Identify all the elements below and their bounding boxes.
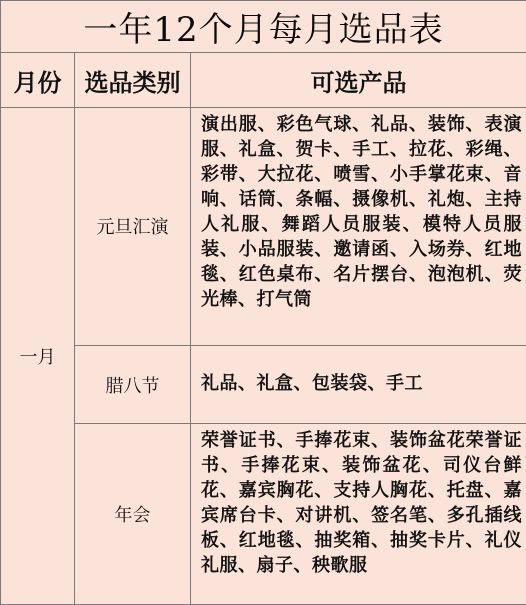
category-cell: 年会 <box>75 424 191 605</box>
products-cell: 演出服、彩色气球、礼品、装饰、表演服、礼盒、贺卡、手工、拉花、彩绳、彩带、大拉花、喷雪、小手掌花束、音响、话筒、条幅、摄像机、礼炮、主持人礼服、舞蹈人员服装、模特人员服装、小品服装、邀请函、入场券、红地毯、红色桌布、名片摆台、泡泡机、荧光棒、打气筒 <box>191 107 526 345</box>
category-cell: 元旦汇演 <box>75 107 191 345</box>
table-title: 一年12个月每月选品表 <box>1 1 526 53</box>
header-row <box>1 53 526 107</box>
title-row <box>1 1 526 53</box>
header-category: 选品类别 <box>75 53 191 107</box>
products-cell: 礼品、礼盒、包装袋、手工 <box>191 346 526 424</box>
table-row <box>1 107 526 345</box>
table-row <box>1 424 526 605</box>
month-cell: 一月 <box>1 107 75 604</box>
category-cell: 腊八节 <box>75 346 191 424</box>
header-month: 月份 <box>1 53 75 107</box>
products-cell: 荣誉证书、手捧花束、装饰盆花荣誉证书、手捧花束、装饰盆花、司仪台鲜花、嘉宾胸花、支持人胸花、托盘、嘉宾席台卡、对讲机、签名笔、多孔插线板、红地毯、抽奖箱、抽奖卡片、礼仪礼服、扇子、秧歌服 <box>191 424 526 605</box>
table-row <box>1 346 526 424</box>
header-products: 可选产品 <box>191 53 526 107</box>
